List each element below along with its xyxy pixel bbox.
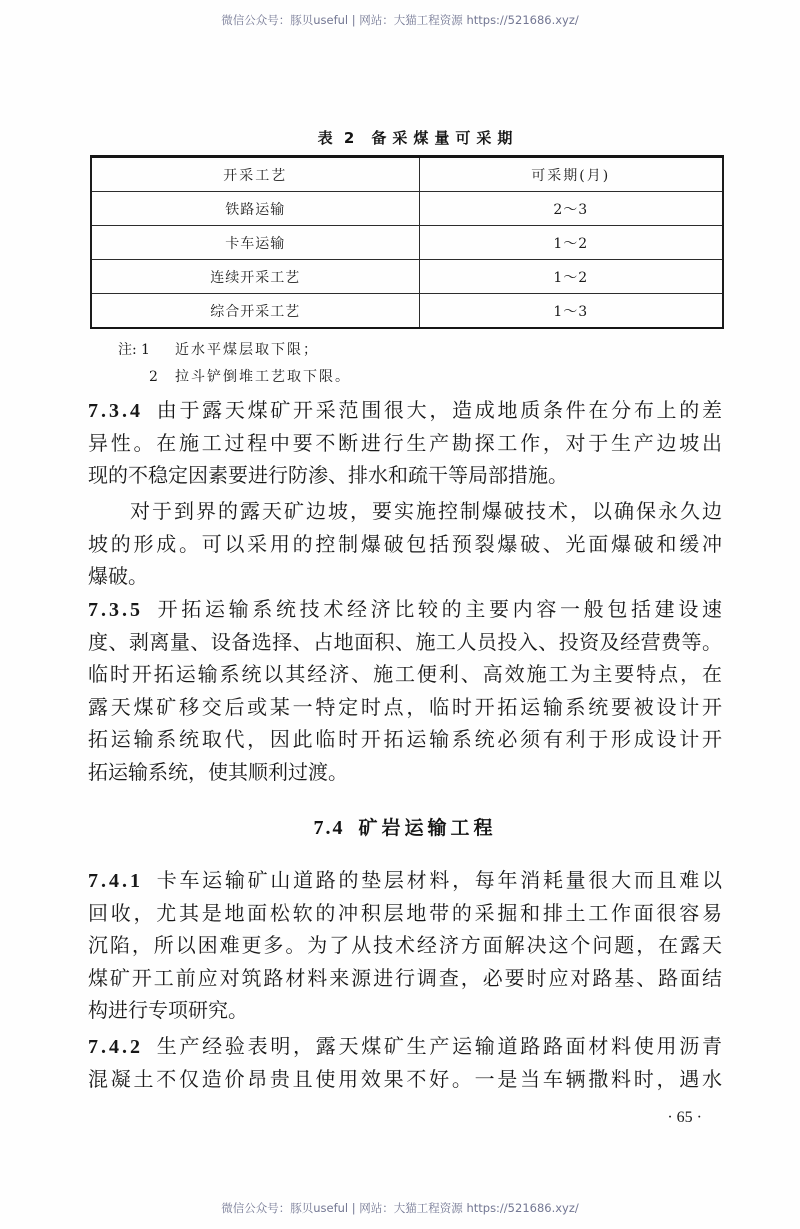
clause-7-3-5 — [88, 593, 722, 789]
clause-number: 7.3.5 — [88, 599, 143, 621]
cell-process: 连续开采工艺 — [91, 260, 419, 294]
header-cell-process: 开采工艺 — [91, 157, 419, 192]
text-line: 现的不稳定因素要进行防渗、排水和疏干等局部措施。 — [88, 463, 568, 488]
cell-period: 1～3 — [419, 294, 723, 329]
text-line: 拓运输系统，使其顺利过渡。 — [88, 759, 348, 784]
page-number: · 65 · — [667, 1109, 702, 1126]
text-line: 对于到界的露天矿边坡，要实施控制爆破技术，以确保永久边 — [130, 499, 722, 523]
clause-7-3-4-paragraph-2 — [88, 495, 722, 593]
line-text: 开拓运输系统技术经济比较的主要内容一般包括建设速 — [154, 597, 722, 621]
watermark-top: 微信公众号：豚贝useful | 网站：大猫工程资源 https://521686.xyz/ — [221, 13, 579, 27]
text-line: 回收，尤其是地面松软的冲积层地带的采掘和排土工作面很容易 — [88, 900, 722, 925]
text-line — [88, 394, 722, 427]
text-line: 露天煤矿移交后或某一特定时点，临时开拓运输系统要被设计开 — [88, 694, 722, 719]
line-text: 生产经验表明，露天煤矿生产运输道路路面材料使用沥青 — [154, 1034, 722, 1058]
text-line: 煤矿开工前应对筑路材料来源进行调查，必要时应对路基、路面结 — [88, 965, 722, 990]
line-text: 卡车运输矿山道路的垫层材料，每年消耗量很大而且难以 — [154, 868, 722, 892]
note-label: 注: — [118, 342, 137, 358]
table-header-row — [91, 157, 723, 192]
table-row — [91, 226, 723, 260]
text-line: 混凝土不仅造价昂贵且使用效果不好。一是当车辆撒料时，遇水 — [88, 1066, 722, 1091]
note-number: 1 — [141, 342, 150, 358]
table-caption-label: 表 2 — [317, 129, 358, 147]
text-line — [88, 593, 722, 626]
clause-number: 7.4.1 — [88, 870, 143, 892]
text-line: 拓运输系统取代，因此临时开拓运输系统必须有利于形成设计开 — [88, 727, 722, 752]
table-row — [91, 192, 723, 226]
text-line: 异性。在施工过程中要不断进行生产勘探工作，对于生产边坡出 — [88, 430, 722, 455]
text-line: 爆破。 — [88, 564, 148, 589]
watermark-bottom: 微信公众号：豚贝useful | 网站：大猫工程资源 https://521686.xyz/ — [221, 1201, 579, 1215]
text-line — [88, 864, 722, 897]
table-caption — [100, 126, 736, 150]
clause-number: 7.4.2 — [88, 1036, 143, 1058]
cell-process: 卡车运输 — [91, 226, 419, 260]
clause-7-4-2 — [88, 1030, 722, 1095]
note-text: 近水平煤层取下限； — [175, 342, 319, 358]
section-heading-7-4 — [88, 812, 722, 844]
section-title: 矿岩运输工程 — [358, 817, 497, 839]
section-number: 7.4 — [313, 817, 345, 839]
line-text: 由于露天煤矿开采范围很大，造成地质条件在分布上的差 — [154, 398, 722, 422]
table-row — [91, 260, 723, 294]
cell-period: 2～3 — [419, 192, 723, 226]
table-caption-title: 备采煤量可采期 — [371, 129, 519, 147]
clause-number: 7.3.4 — [88, 400, 143, 422]
cell-period: 1～2 — [419, 260, 723, 294]
table-row — [91, 294, 723, 329]
note-text: 拉斗铲倒堆工艺取下限。 — [175, 369, 351, 385]
text-line: 坡的形成。可以采用的控制爆破包括预裂爆破、光面爆破和缓冲 — [88, 531, 722, 556]
text-line — [88, 1030, 722, 1063]
text-line: 沉陷，所以困难更多。为了从技术经济方面解决这个问题，在露天 — [88, 933, 722, 958]
cell-process: 综合开采工艺 — [91, 294, 419, 329]
mining-period-table — [90, 155, 724, 329]
cell-period: 1～2 — [419, 226, 723, 260]
text-line: 临时开拓运输系统以其经济、施工便利、高效施工为主要特点，在 — [88, 662, 722, 687]
header-cell-period: 可采期(月) — [419, 157, 723, 192]
text-line: 度、剥离量、设备选择、占地面积、施工人员投入、投资及经营费等。 — [88, 629, 722, 654]
clause-7-3-4 — [88, 394, 722, 492]
clause-7-4-1 — [88, 864, 722, 1027]
cell-process: 铁路运输 — [91, 192, 419, 226]
text-line: 构进行专项研究。 — [88, 998, 248, 1023]
note-number: 2 — [149, 369, 158, 385]
